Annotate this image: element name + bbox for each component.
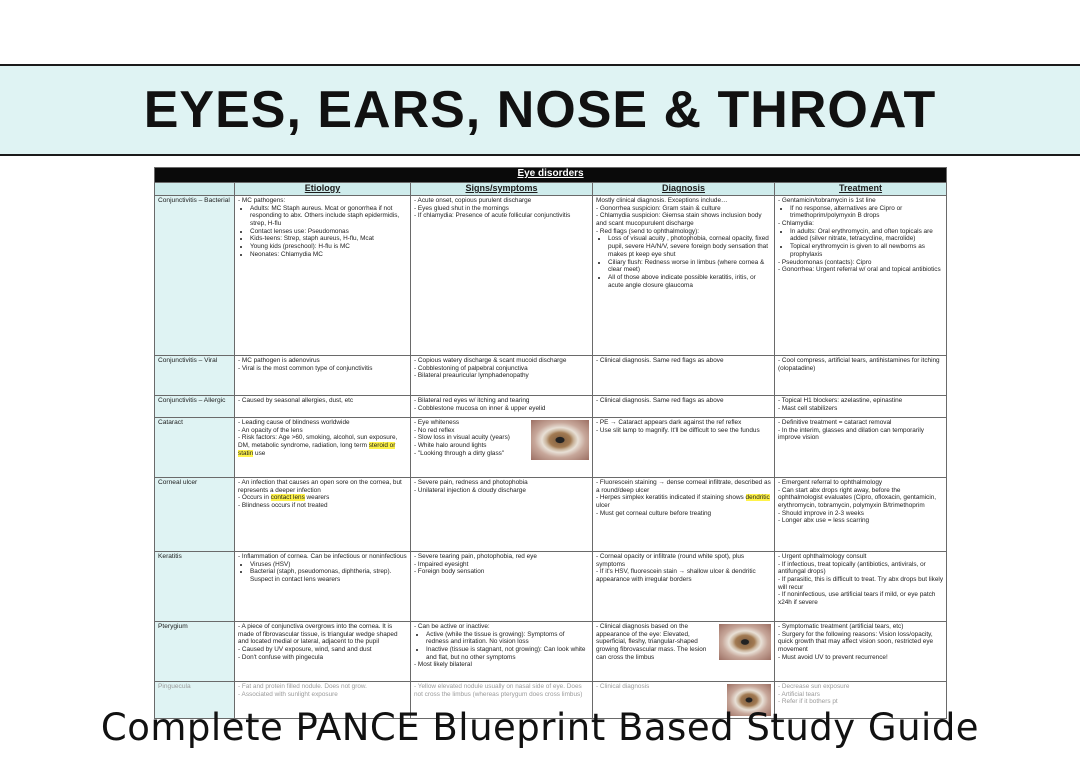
- list-item: • In adults: Oral erythromycin, and often topicals are added (silver nitrate, tetracycline, macrolide): [790, 228, 943, 243]
- cell-text: - Acute onset, copious purulent discharge: [414, 197, 532, 204]
- cell-text-part: ulcer: [596, 502, 610, 510]
- signs-cell: [411, 418, 593, 478]
- header-etiology: Etiology: [235, 183, 411, 196]
- list-item: • Ciliary flush: Redness worse in limbus (where cornea & clear meet): [608, 259, 771, 274]
- treatment-cell: [775, 478, 947, 552]
- cell-text: - Use slit lamp to magnify. It'll be difficult to see the fundus: [596, 426, 760, 434]
- cell-text: - Yellow elevated nodule usually on nasal side of eye. Does not cross the limbus (whereas pterygum does cross limbus): [414, 683, 583, 698]
- list-item: • Neonates: Chlamydia MC: [250, 251, 407, 259]
- table-title-row: [155, 168, 947, 183]
- etiology-cell: [235, 478, 411, 552]
- diagnosis-cell: [593, 356, 775, 396]
- diagnosis-cell: [593, 196, 775, 356]
- cell-text: - Caused by seasonal allergies, dust, etc: [238, 397, 354, 404]
- list-item: • Adults: MC Staph aureus. Mcat or gonorrhea if not responding to abx. Others include staph epidermidis, strep, H-flu: [250, 205, 407, 228]
- cell-text: - Caused by UV exposure, wind, sand and dust: [238, 646, 372, 654]
- cell-text: - Clinical diagnosis. Same red flags as above: [596, 397, 724, 404]
- treatment-cell: [775, 418, 947, 478]
- row-name: Pinguecula: [155, 682, 235, 719]
- table-row: [155, 396, 947, 418]
- diagnosis-cell: [593, 622, 775, 682]
- cell-text: - Cobblestone mucosa on inner & upper eyelid: [414, 404, 546, 412]
- cell-text: - Symptomatic treatment (artificial tears, etc): [778, 623, 904, 630]
- etiology-cell: [235, 356, 411, 396]
- cell-text: - Impaired eyesight: [414, 560, 469, 568]
- header-blank: [155, 183, 235, 196]
- list-item: • Kids-teens: Strep, staph aureus, H-flu, Mcat: [250, 235, 407, 243]
- list-item: • Inactive (tissue is stagnant, not growing): Can look white and flat, but no other symptoms: [426, 646, 589, 661]
- cell-text: - Associated with sunlight exposure: [238, 690, 338, 698]
- row-name: Conjunctivitis – Viral: [155, 356, 235, 396]
- row-name: Conjunctivitis – Allergic: [155, 396, 235, 418]
- cell-text: [238, 434, 407, 457]
- table-row: [155, 478, 947, 552]
- signs-cell: [411, 552, 593, 622]
- cell-text: - Chlamydia:: [778, 220, 814, 228]
- table-row: [155, 196, 947, 356]
- cell-text: - Red flags (send to ophthalmology):: [596, 227, 700, 235]
- cell-text: - Don't confuse with pingecula: [238, 653, 324, 661]
- cell-text: - Gonorrhea: Urgent referral w/ oral and topical antibiotics: [778, 266, 941, 274]
- bullet-list: [414, 631, 589, 662]
- bullet-list: [238, 561, 407, 584]
- cell-text: - Fat and protein filled nodule. Does not grow.: [238, 683, 367, 690]
- cell-text: - Blindness occurs if not treated: [238, 502, 328, 510]
- cell-text: Mostly clinical diagnosis. Exceptions include…: [596, 197, 728, 204]
- cell-text: - Inflammation of cornea. Can be infectious or noninfectious: [238, 553, 407, 560]
- cell-text: - MC pathogen is adenovirus: [238, 357, 320, 364]
- cell-text: - Unilateral injection & cloudy discharge: [414, 486, 526, 494]
- list-item: • If no response, alternatives are Cipro or trimethoprim/polymyxin B drops: [790, 205, 943, 220]
- cell-text: - Eye whiteness: [414, 419, 460, 426]
- signs-cell: [411, 396, 593, 418]
- cell-text: - Must avoid UV to prevent recurrence!: [778, 653, 888, 661]
- cell-text: [596, 494, 771, 509]
- cell-text: - White halo around lights: [414, 442, 487, 450]
- cell-text-part: - Occurs in: [238, 494, 271, 502]
- highlighted-text: contact lens: [270, 494, 305, 502]
- cell-text: - Artificial tears: [778, 690, 820, 698]
- list-item: • Young kids (preschool): H-flu is MC: [250, 243, 407, 251]
- cell-text-part: - Risk factors: Age >60, smoking, alcohol, sun exposure, DM, metabolic syndrome, radiation, long term: [238, 434, 398, 450]
- cell-text: - Urgent ophthalmology consult: [778, 553, 867, 560]
- cell-text: - Mast cell stabilizers: [778, 404, 838, 412]
- cell-text: - Bilateral red eyes w/ itching and tearing: [414, 397, 530, 404]
- row-name: Cataract: [155, 418, 235, 478]
- signs-cell: [411, 478, 593, 552]
- diagnosis-cell: [593, 418, 775, 478]
- cell-text: - Clinical diagnosis based on the appearance of the eye: Elevated, superficial, fleshy, triangular-shaped growing fibrovascular mass. The lesion can cross the limbus: [596, 623, 707, 661]
- list-item: • All of those above indicate possible keratitis, iritis, or acute angle closure glaucoma: [608, 274, 771, 289]
- footer-subtitle: Complete PANCE Blueprint Based Study Guide: [100, 706, 980, 749]
- cell-text-part: wearers: [304, 494, 330, 502]
- diagnosis-cell: [593, 552, 775, 622]
- etiology-cell: [235, 552, 411, 622]
- table-row: [155, 356, 947, 396]
- treatment-cell: [775, 622, 947, 682]
- table-header-row: [155, 183, 947, 196]
- cell-text: - Decrease sun exposure: [778, 683, 850, 690]
- signs-cell: [411, 356, 593, 396]
- title-banner: [0, 64, 1080, 156]
- cell-text: - A piece of conjunctiva overgrows into the cornea. It is made of fibrovascular tissue, is triangular wedge shaped and located medial or lateral, adjacent to the pupil: [238, 623, 398, 646]
- etiology-cell: [235, 622, 411, 682]
- cell-text: - Eyes glued shut in the mornings: [414, 204, 509, 212]
- cell-text: - No red reflex: [414, 426, 455, 434]
- cell-text: - If parasitic, this is difficult to treat. Try abx drops but likely will recur: [778, 576, 944, 591]
- cell-text: - Slow loss in visual acuity (years): [414, 434, 510, 442]
- cell-text: - Leading cause of blindness worldwide: [238, 419, 350, 426]
- cell-text: - An opacity of the lens: [238, 426, 303, 434]
- etiology-cell: [235, 418, 411, 478]
- cell-text: - Refer if it bothers pt: [778, 698, 838, 706]
- list-item: • Loss of visual acuity , photophobia, corneal opacity, fixed pupil, severe HA/N/V, severe foreign body sensation that makes pt keep eye shut: [608, 235, 771, 258]
- cell-text: - Clinical diagnosis. Same red flags as above: [596, 357, 724, 364]
- cell-text: - Clinical diagnosis: [596, 683, 650, 690]
- table-row: [155, 552, 947, 622]
- eye-disorders-sheet: [154, 167, 946, 706]
- etiology-cell: [235, 396, 411, 418]
- cell-text: - If infectious, treat topically (antibiotics, antivirals, or antifungal drops): [778, 560, 926, 576]
- treatment-cell: [775, 196, 947, 356]
- treatment-cell: [775, 356, 947, 396]
- cell-text-part: - Herpes simplex keratitis indicated if staining shows: [596, 494, 746, 502]
- cell-text: - Cobblestoning of palpebral conjunctiva: [414, 364, 528, 372]
- cell-text: - Pseudomonas (contacts): Cipro: [778, 258, 872, 266]
- cell-text: - An infection that causes an open sore on the cornea, but represents a deeper infection: [238, 479, 402, 494]
- signs-cell: [411, 622, 593, 682]
- treatment-cell: [775, 396, 947, 418]
- list-item: • Active (while the tissue is growing): Symptoms of redness and irritation. No vision loss: [426, 631, 589, 646]
- cell-text: - Surgery for the following reasons: Vision loss/opacity, quick growth that may affect vision soon, restricted eye movement: [778, 630, 934, 654]
- cell-text: - "Looking through a dirty glass": [414, 449, 505, 457]
- diagnosis-cell: [593, 396, 775, 418]
- cell-text: - Definitive treatment = cataract removal: [778, 419, 892, 426]
- cell-text: - Topical H1 blockers: azelastine, epinastine: [778, 397, 903, 404]
- highlighted-text: steroid or statin: [238, 442, 396, 457]
- cataract-eye-photo: [531, 420, 589, 460]
- cell-text: - Can start abx drops right away, before the ophthalmologist evaluates (Cipro, ofloxacin, gentamicin, erythromycin, tobramycin, polymyxin B/trimethoprim: [778, 486, 937, 510]
- cell-text: - MC pathogens:: [238, 197, 286, 204]
- cell-text: - Viral is the most common type of conjunctivitis: [238, 364, 373, 372]
- cell-text: - Severe pain, redness and photophobia: [414, 479, 528, 486]
- row-name: Keratitis: [155, 552, 235, 622]
- cell-text: - In the interim, glasses and dilation can temporarily improve vision: [778, 426, 924, 442]
- row-name: Conjunctivitis – Bacterial: [155, 196, 235, 356]
- cell-text: - Emergent referral to ophthalmology: [778, 479, 883, 486]
- cell-text: [238, 494, 407, 502]
- list-item: • Topical erythromycin is given to all newborns as prophylaxis: [790, 243, 943, 258]
- eye-disorders-table: [154, 167, 947, 719]
- cell-text: - Fluorescein staining → dense corneal infiltrate, described as a round/deep ulcer: [596, 479, 771, 494]
- signs-cell: [411, 196, 593, 356]
- bullet-list: [778, 228, 943, 259]
- cell-text: - If noninfectious, use artificial tears if mild, or eye patch x24h if severe: [778, 591, 936, 607]
- cell-text: - Longer abx use = less scarring: [778, 517, 870, 525]
- header-signs: Signs/symptoms: [411, 183, 593, 196]
- cell-text: - Chlamydia suspicion: Giemsa stain shows inclusion body and scant mucopurulent discharge: [596, 212, 762, 228]
- cell-text: - Foreign body sensation: [414, 568, 485, 576]
- cell-text-part: use: [253, 449, 266, 457]
- cell-text: - Can be active or inactive:: [414, 623, 490, 630]
- cell-text: - Gonorrhea suspicion: Gram stain & culture: [596, 204, 721, 212]
- cell-text: - If it's HSV, fluorescein stain → shallow ulcer & dendritic appearance with irregular borders: [596, 568, 756, 584]
- table-title: Eye disorders: [155, 168, 947, 183]
- cell-text: - Must get corneal culture before treating: [596, 509, 712, 517]
- cell-text: - Should improve in 2-3 weeks: [778, 509, 864, 517]
- pterygium-eye-photo: [719, 624, 771, 660]
- table-row: [155, 622, 947, 682]
- header-treatment: Treatment: [775, 183, 947, 196]
- diagnosis-cell: [593, 478, 775, 552]
- cell-text: - Copious watery discharge & scant mucoid discharge: [414, 357, 567, 364]
- table-row: [155, 418, 947, 478]
- list-item: • Bacterial (staph, pseudomonas, diphtheria, strep). Suspect in contact lens wearers: [250, 568, 407, 583]
- row-name: Pterygium: [155, 622, 235, 682]
- cell-text: - PE → Cataract appears dark against the ref reflex: [596, 419, 742, 426]
- treatment-cell: [775, 552, 947, 622]
- cell-text: - Severe tearing pain, photophobia, red eye: [414, 553, 537, 560]
- header-diagnosis: Diagnosis: [593, 183, 775, 196]
- bullet-list: [778, 205, 943, 220]
- highlighted-text: dendritic: [745, 494, 770, 502]
- bullet-list: [238, 205, 407, 259]
- cell-text: - Bilateral preauricular lymphadenopathy: [414, 372, 529, 380]
- bullet-list: [596, 235, 771, 289]
- row-name: Corneal ulcer: [155, 478, 235, 552]
- page-title: EYES, EARS, NOSE & THROAT: [143, 81, 937, 139]
- list-item: • Contact lenses use: Pseudomonas: [250, 228, 407, 236]
- etiology-cell: [235, 196, 411, 356]
- cell-text: - If chlamydia: Presence of acute follicular conjunctivitis: [414, 212, 571, 220]
- cell-text: - Most likely bilateral: [414, 661, 472, 669]
- cell-text: - Corneal opacity or infiltrate (round white spot), plus symptoms: [596, 553, 745, 568]
- list-item: • Viruses (HSV): [250, 561, 407, 569]
- cell-text: - Gentamicin/tobramycin is 1st line: [778, 197, 876, 204]
- cell-text: - Cool compress, artificial tears, antihistamines for itching (olopatadine): [778, 357, 940, 372]
